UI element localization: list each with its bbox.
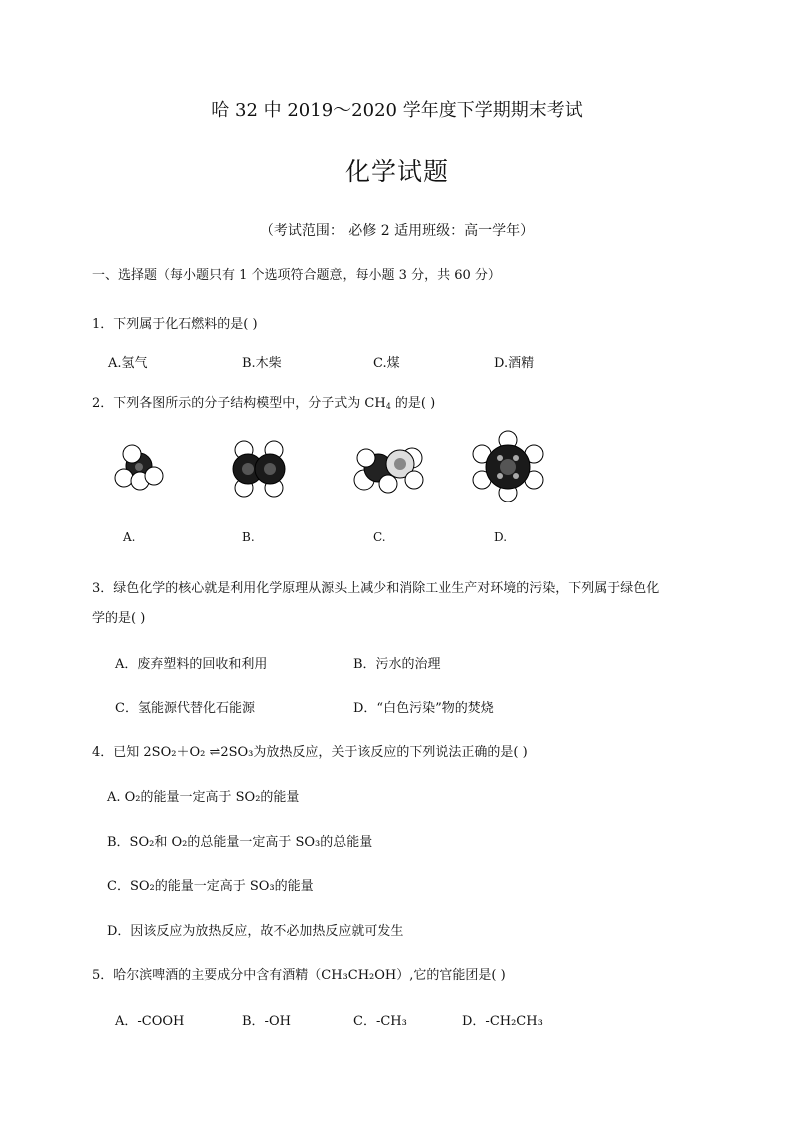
- q1-stem: 1．下列属于化石燃料的是( ): [92, 317, 258, 332]
- q2-option-d: D.: [494, 530, 508, 544]
- q1-option-a: A.氢气: [108, 356, 148, 371]
- q1-option-d: D.酒精: [494, 356, 535, 371]
- q4-stem: 4．已知 2SO₂＋O₂ ⇌2SO₃为放热反应，关于该反应的下列说法正确的是( ): [92, 745, 528, 760]
- q3-option-b: B．污水的治理: [353, 657, 441, 672]
- q3-stem-line2: 学的是( ): [92, 611, 146, 626]
- q2-option-b: B.: [242, 530, 255, 544]
- q3-option-d: D．“白色污染”物的焚烧: [353, 701, 494, 716]
- q2-stem-subscript: 4: [385, 402, 391, 411]
- exam-scope: （考试范围： 必修 2 适用班级：高一学年）: [259, 223, 535, 239]
- molecule-model-b: [224, 438, 294, 500]
- molecule-model-c: [348, 440, 428, 496]
- q2-stem: [92, 392, 435, 411]
- q5-option-d: D．-CH₂CH₃: [462, 1014, 543, 1029]
- q4-option-d: D．因该反应为放热反应，故不必加热反应就可发生: [107, 924, 404, 939]
- q3-stem-line1: 3．绿色化学的核心就是利用化学原理从源头上减少和消除工业生产对环境的污染，下列属于绿色化: [92, 581, 660, 596]
- molecule-model-a: [110, 440, 168, 496]
- section-heading: 一、选择题（每小题只有 1 个选项符合题意，每小题 3 分，共 60 分）: [92, 268, 501, 283]
- q4-option-a: A. O₂的能量一定高于 SO₂的能量: [107, 790, 300, 805]
- subject-title: 化学试题: [344, 157, 449, 186]
- q3-option-c: C．氢能源代替化石能源: [115, 701, 255, 716]
- q5-stem: 5．哈尔滨啤酒的主要成分中含有酒精（CH₃CH₂OH）,它的官能团是( ): [92, 968, 506, 983]
- exam-title: 哈 32 中 2019～2020 学年度下学期期末考试: [211, 100, 583, 121]
- q5-option-b: B．-OH: [242, 1014, 291, 1029]
- molecule-model-d: [470, 430, 546, 502]
- q4-option-b: B．SO₂和 O₂的总能量一定高于 SO₃的总能量: [107, 835, 373, 850]
- q2-stem-pre: 2．下列各图所示的分子结构模型中，分子式为 CH: [92, 396, 386, 411]
- q2-stem-post: 的是( ): [390, 396, 436, 411]
- q2-option-a: A.: [123, 530, 136, 544]
- q1-option-b: B.木柴: [242, 356, 282, 371]
- q5-option-a: A．-COOH: [115, 1014, 185, 1029]
- q4-option-c: C．SO₂的能量一定高于 SO₃的能量: [107, 879, 314, 894]
- q1-option-c: C.煤: [373, 356, 400, 371]
- q5-option-c: C．-CH₃: [353, 1014, 407, 1029]
- q3-option-a: A．废弃塑料的回收和利用: [115, 657, 268, 672]
- q2-option-c: C.: [373, 530, 386, 544]
